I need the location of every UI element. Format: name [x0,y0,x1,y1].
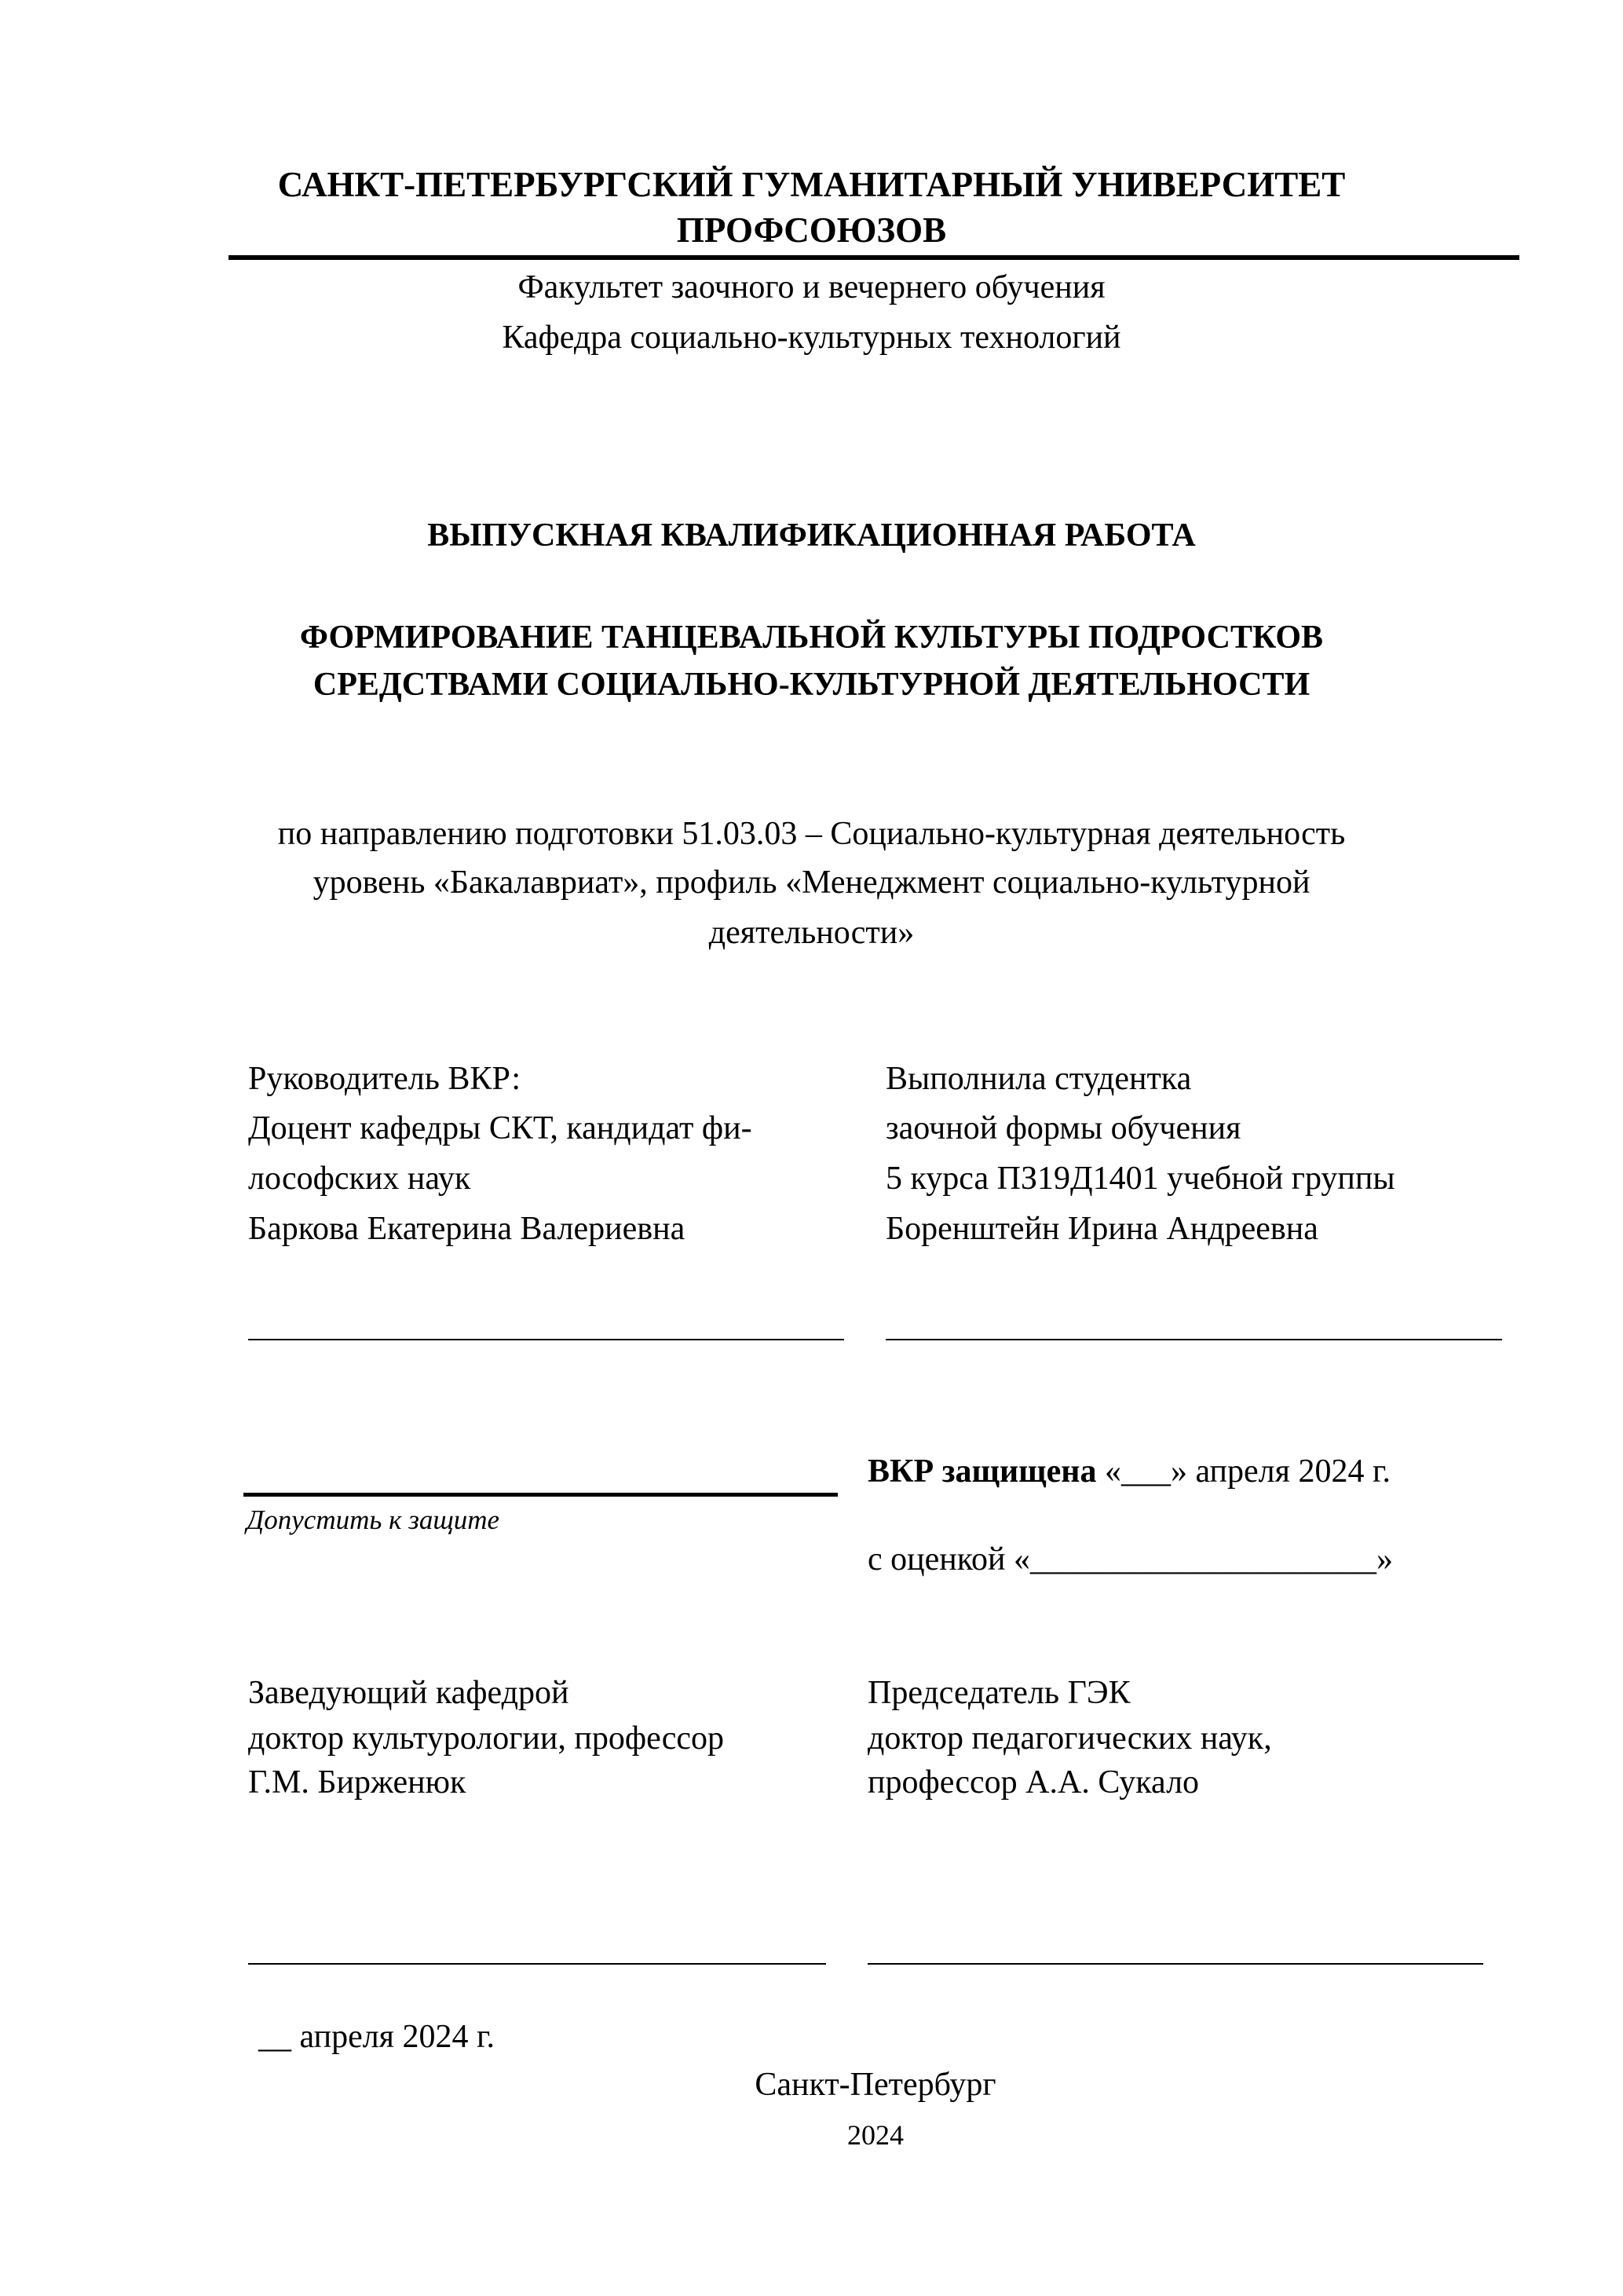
head-signature-line [248,1963,826,1965]
head-name: Г.М. Бирженюк [248,1764,466,1801]
work-type: ВЫПУСКНАЯ КВАЛИФИКАЦИОННАЯ РАБОТА [427,517,1196,554]
university-name-line1: САНКТ-ПЕТЕРБУРГСКИЙ ГУМАНИТАРНЫЙ УНИВЕРСИТЕТ [277,165,1346,204]
defense-date: «___» апреля 2024 г. [1096,1453,1391,1490]
thesis-title-line2: СРЕДСТВАМИ СОЦИАЛЬНО-КУЛЬТУРНОЙ ДЕЯТЕЛЬНОСТИ [313,667,1310,703]
direction-line2: уровень «Бакалавриат», профиль «Менеджмент социально-культурной [313,865,1310,901]
chairman-degree: доктор педагогических наук, [868,1720,1272,1757]
header-rule [228,255,1519,260]
supervisor-position-cont: лософских наук [248,1161,471,1197]
student-form: заочной формы обучения [886,1110,1241,1146]
head-degree: доктор культурологии, профессор [248,1720,725,1757]
supervisor-signature-line [248,1339,844,1340]
defense-grade: с оценкой «_____________________» [868,1541,1393,1578]
defense-status [868,1446,1391,1497]
direction-line3: деятельности» [708,915,915,951]
head-title: Заведующий кафедрой [248,1675,569,1711]
supervisor-position: Доцент кафедры СКТ, кандидат фи- [248,1110,752,1146]
year: 2024 [847,2119,904,2151]
admit-label: Допустить к защите [247,1504,500,1535]
city: Санкт-Петербург [755,2067,996,2103]
chairman-name: профессор А.А. Сукало [868,1764,1200,1801]
direction-line1: по направлению подготовки 51.03.03 – Социально-культурная деятельность [277,816,1346,852]
supervisor-label: Руководитель ВКР: [248,1061,521,1097]
student-signature-line [886,1339,1502,1340]
admit-signature-line [243,1493,838,1497]
faculty: Факультет заочного и вечернего обучения [517,269,1106,305]
signing-date: __ апреля 2024 г. [258,2019,495,2055]
defense-label: ВКР защищена [868,1453,1097,1490]
university-name-line2: ПРОФСОЮЗОВ [676,210,947,250]
chairman-signature-line [868,1963,1483,1965]
student-group: 5 курса ПЗ19Д1401 учебной группы [886,1161,1395,1197]
supervisor-name: Баркова Екатерина Валериевна [248,1211,685,1247]
thesis-title-line1: ФОРМИРОВАНИЕ ТАНЦЕВАЛЬНОЙ КУЛЬТУРЫ ПОДРОСТКОВ [299,620,1324,656]
chairman-title: Председатель ГЭК [868,1675,1131,1711]
student-label: Выполнила студентка [886,1061,1192,1097]
student-name: Боренштейн Ирина Андреевна [886,1211,1318,1247]
department: Кафедра социально-культурных технологий [502,320,1121,356]
